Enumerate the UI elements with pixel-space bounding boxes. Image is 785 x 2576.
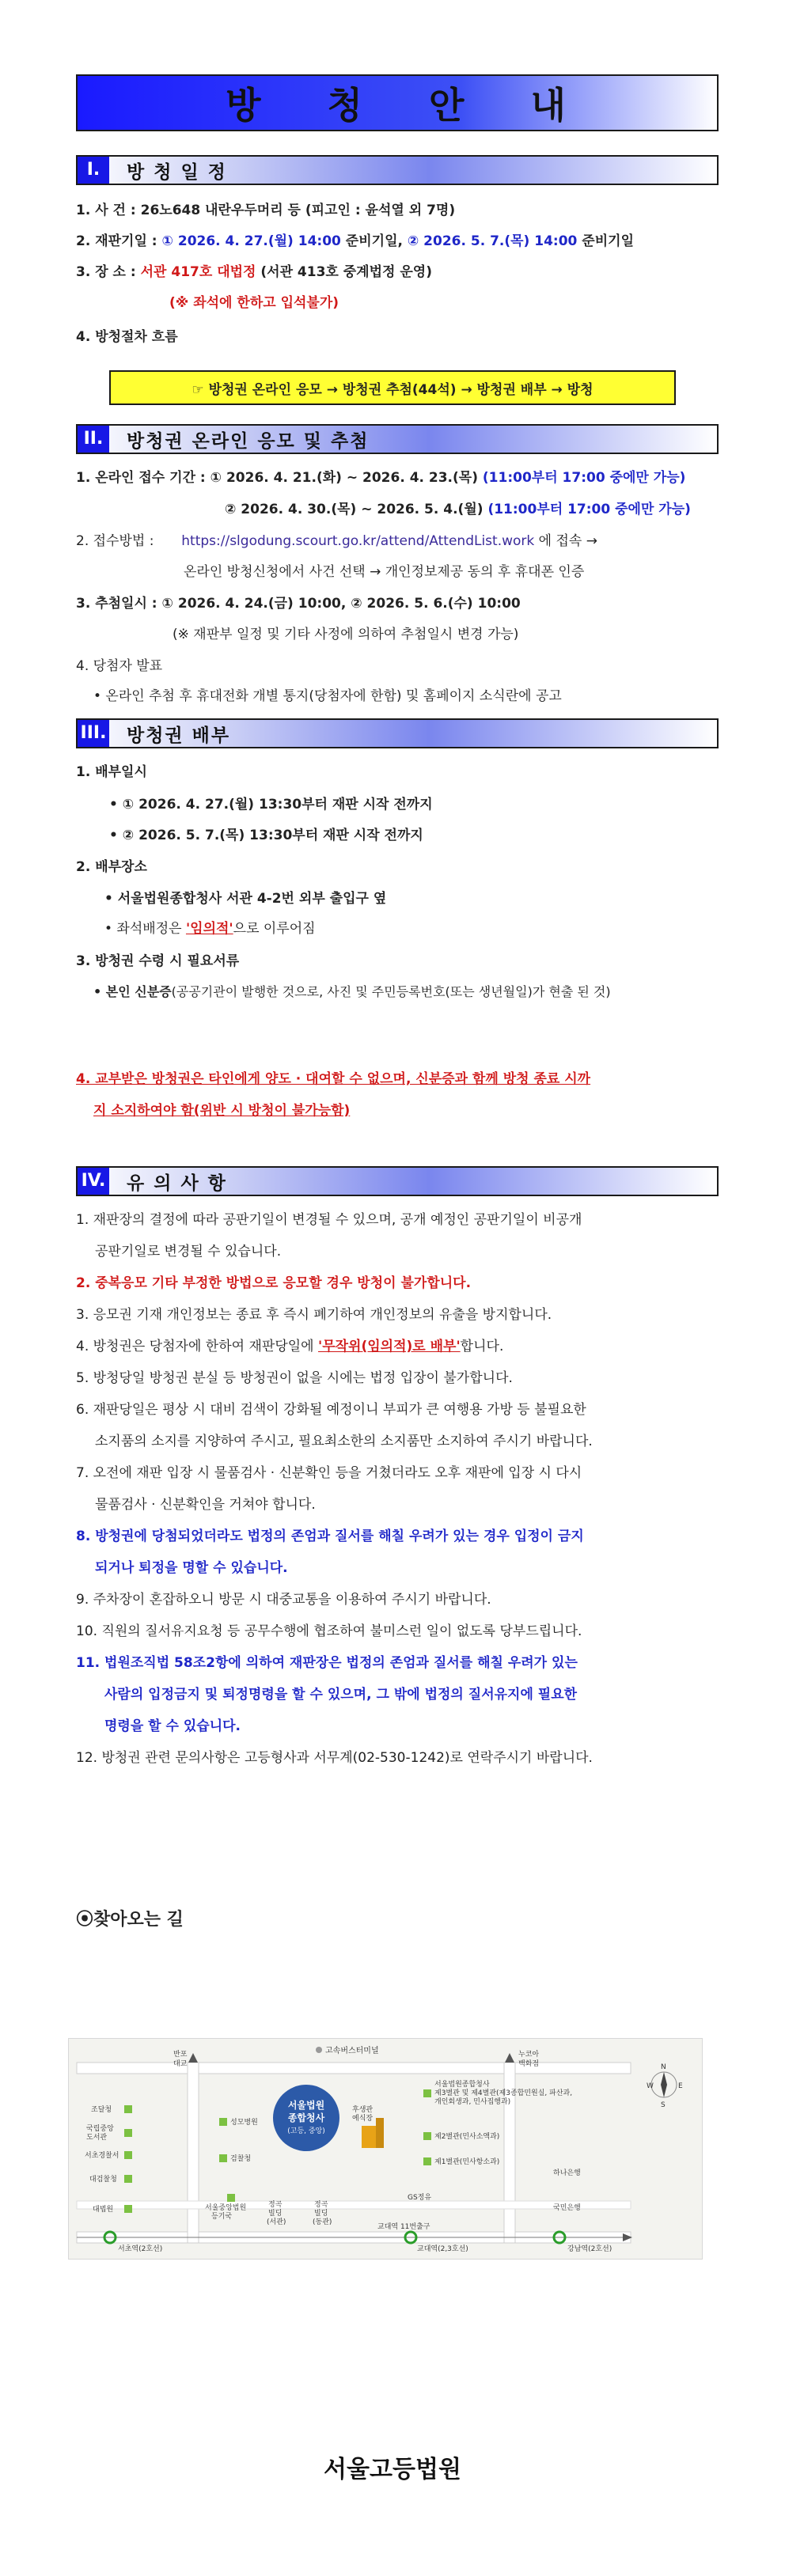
caution-item: 10. 직원의 질서유지요청 등 공무수행에 협조하여 불미스런 일이 없도록 당부드립니다. — [76, 1623, 582, 1639]
winner-notice-value: • 온라인 추첨 후 휴대전화 개별 통지(당첨자에 한함) 및 홈페이지 소식란에 공고 — [93, 688, 562, 704]
section-header-distribution — [76, 718, 719, 748]
map-place-labels — [85, 2079, 612, 2253]
map-banpo-label: 반포 — [173, 2051, 188, 2059]
svg-text:제3별관 및 제4별관(제3종합민원실, 파산과,: 제3별관 및 제4별관(제3종합민원실, 파산과, — [434, 2089, 573, 2097]
caution-emphasis: '무작위(임의적)로 배부' — [318, 1339, 461, 1354]
svg-text:대검찰청: 대검찰청 — [89, 2176, 117, 2184]
svg-text:N: N — [661, 2063, 666, 2071]
map-center-label: (고등, 중앙) — [287, 2127, 325, 2135]
seat-line — [104, 919, 316, 938]
svg-text:후생관: 후생관 — [352, 2106, 374, 2114]
place-line — [76, 263, 432, 282]
caution-item: 되거나 퇴정을 명할 수 있습니다. — [95, 1560, 288, 1576]
seat-suffix: 으로 이루어짐 — [233, 921, 316, 937]
section-header-schedule — [76, 155, 719, 185]
place-suffix: (서관 413호 중계법정 운영) — [260, 264, 432, 280]
svg-text:빌딩: 빌딩 — [314, 2210, 328, 2218]
winner-notice-label: 4. 당첨자 발표 — [76, 658, 163, 674]
docs-value: (공공기관이 발행한 것으로, 사진 및 주민등록번호(또는 생년월일)가 현출 된 것) — [171, 984, 611, 999]
svg-text:서울중앙법원: 서울중앙법원 — [205, 2204, 247, 2212]
apply-period-line-2 — [225, 500, 691, 519]
procedure-flow-text: ☞ 방청권 온라인 응모 → 방청권 추첨(44석) → 방청권 배부 → 방청 — [192, 381, 593, 398]
svg-text:조달청: 조달청 — [91, 2106, 112, 2114]
process-label: 4. 방청절차 흐름 — [76, 329, 178, 345]
trial-date-2: ② 2026. 5. 7.(목) 14:00 — [407, 233, 578, 249]
trial-date-label: 2. 재판기일 : — [76, 233, 157, 249]
map-terminal-label: 고속버스터미널 — [325, 2047, 379, 2055]
caution-item: 물품검사 · 신분확인을 거쳐야 합니다. — [95, 1497, 316, 1513]
place-label: 3. 장 소 : — [76, 264, 136, 280]
apply-period-2-note: (11:00부터 17:00 중에만 가능) — [487, 502, 691, 517]
dist-place-value: • 서울법원종합청사 서관 4-2번 외부 출입구 옆 — [104, 891, 387, 907]
directions-heading: ⦿찾아오는 길 — [76, 1910, 184, 1930]
svg-text:등기국: 등기국 — [211, 2213, 233, 2221]
svg-text:제2별관(민사소액과): 제2별관(민사소액과) — [434, 2133, 500, 2141]
caution-text: 4. 방청권은 당첨자에 한하여 재판당일에 — [76, 1339, 318, 1354]
method-label: 2. 접수방법 : — [76, 533, 154, 549]
caution-item: 11. 법원조직법 58조2항에 의하여 재판장은 법정의 존엄과 질서를 해칠 우려가 있는 — [76, 1655, 578, 1671]
terminal-icon — [316, 2047, 322, 2053]
compass-icon — [647, 2063, 683, 2109]
attend-url-link[interactable]: https://slgodung.scourt.go.kr/attend/AttendList.work — [181, 533, 535, 549]
case-label: 1. 사 건 : — [76, 203, 136, 218]
svg-text:(서관): (서관) — [267, 2218, 286, 2226]
svg-text:강남역(2호선): 강남역(2호선) — [567, 2245, 612, 2253]
trial-date-1: ① 2026. 4. 27.(월) 14:00 — [161, 233, 341, 249]
svg-text:교대역 11번출구: 교대역 11번출구 — [377, 2223, 430, 2231]
caution-item: 8. 방청권에 당첨되었더라도 법정의 존엄과 질서를 해칠 우려가 있는 경우 입정이 금지 — [76, 1529, 584, 1544]
road-top — [77, 2063, 631, 2074]
section-label: 방 청 일 정 — [127, 161, 227, 183]
caution-item — [76, 1337, 503, 1356]
seat-prefix: • 좌석배정은 — [104, 921, 186, 937]
section-header-cautions — [76, 1166, 719, 1196]
draw-line — [76, 594, 521, 613]
caution-item: 6. 재판당일은 평상 시 대비 검색이 강화될 예정이니 부피가 큰 여행용 가방 등 불필요한 — [76, 1402, 586, 1418]
svg-text:정곡: 정곡 — [268, 2201, 283, 2209]
road-arrow-nuko — [505, 2053, 514, 2063]
case-value: 26노648 내란우두머리 등 (피고인 : 윤석열 외 7명) — [140, 203, 456, 218]
caution-text: 합니다. — [460, 1339, 504, 1354]
svg-text:W: W — [647, 2082, 654, 2090]
page-title: 방 청 안 내 — [226, 84, 593, 127]
svg-text:빌딩: 빌딩 — [268, 2210, 283, 2218]
section-label: 유 의 사 항 — [127, 1172, 227, 1194]
svg-text:정곡: 정곡 — [314, 2201, 328, 2209]
section-header-online-apply — [76, 424, 719, 454]
caution-item: 3. 응모권 기재 개인정보는 종료 후 즉시 폐기하여 개인정보의 유출을 방지합니다. — [76, 1307, 552, 1323]
svg-text:예식장: 예식장 — [352, 2115, 374, 2123]
road-arrow-banpo — [188, 2053, 198, 2063]
svg-text:국립중앙: 국립중앙 — [86, 2125, 114, 2133]
section-number: IV. — [78, 1168, 109, 1195]
docs-line — [93, 983, 611, 1002]
dist-date-2: • ② 2026. 5. 7.(목) 13:30부터 재판 시작 전까지 — [109, 828, 423, 843]
svg-text:서울법원종합청사: 서울법원종합청사 — [434, 2081, 490, 2089]
section-number: III. — [78, 720, 109, 747]
svg-text:도서관: 도서관 — [86, 2134, 108, 2142]
road-banpo — [188, 2063, 199, 2243]
apply-period-1-note: (11:00부터 17:00 중에만 가능) — [482, 470, 686, 486]
location-map — [68, 2038, 703, 2260]
caution-item: 7. 오전에 재판 입장 시 물품검사 · 신분확인 등을 거쳤더라도 오후 재판에 입장 시 다시 — [76, 1465, 582, 1481]
apply-period-line-1 — [76, 468, 685, 487]
court-building-icon — [362, 2126, 376, 2148]
map-banpo-label: 대교 — [173, 2060, 188, 2068]
procedure-flow-box — [109, 370, 676, 405]
svg-text:E: E — [678, 2082, 683, 2090]
docs-label: 3. 방청권 수령 시 필요서류 — [76, 953, 240, 969]
court-name-footer: 서울고등법원 — [324, 2456, 461, 2483]
draw-label: 3. 추첨일시 : — [76, 596, 157, 612]
method-suffix: 에 접속 → — [538, 533, 597, 549]
place-note: (※ 좌석에 한하고 입석불가) — [169, 295, 339, 311]
svg-text:개인회생과, 민사집행과): 개인회생과, 민사집행과) — [434, 2098, 511, 2106]
method-line-2: 온라인 방청신청에서 사건 선택 → 개인정보제공 동의 후 휴대폰 인증 — [184, 564, 585, 580]
svg-text:서초경찰서: 서초경찰서 — [85, 2152, 119, 2160]
svg-text:교대역(2,3호선): 교대역(2,3호선) — [417, 2245, 468, 2253]
trial-date-1-suffix: 준비기일, — [345, 233, 403, 249]
caution-item: 9. 주차장이 혼잡하오니 방문 시 대중교통을 이용하여 주시기 바랍니다. — [76, 1592, 491, 1608]
seat-emphasis: '임의적' — [185, 921, 233, 937]
apply-period-label: 1. 온라인 접수 기간 : — [76, 470, 206, 486]
svg-text:서초역(2호선): 서초역(2호선) — [118, 2245, 163, 2253]
caution-item: 명령을 할 수 있습니다. — [104, 1718, 241, 1734]
svg-text:검찰청: 검찰청 — [230, 2155, 252, 2163]
map-nuko-label: 누코아 — [518, 2051, 540, 2059]
svg-text:하나은행: 하나은행 — [553, 2169, 581, 2177]
caution-item: 12. 방청권 관련 문의사항은 고등형사과 서무계(02-530-1242)로 연락주시기 바랍니다. — [76, 1750, 593, 1766]
section-label: 방청권 배부 — [127, 725, 231, 746]
caution-item: 1. 재판장의 결정에 따라 공판기일이 변경될 수 있으며, 공개 예정인 공판기일이 비공개 — [76, 1212, 582, 1228]
section-label: 방청권 온라인 응모 및 추첨 — [127, 430, 370, 452]
apply-period-1: ① 2026. 4. 21.(화) ~ 2026. 4. 23.(목) — [210, 470, 478, 486]
svg-text:GS정유: GS정유 — [408, 2194, 432, 2202]
section-number: I. — [78, 157, 109, 184]
section-number: II. — [78, 426, 109, 453]
road-middle — [77, 2201, 631, 2209]
dist-date-1: • ① 2026. 4. 27.(월) 13:30부터 재판 시작 전까지 — [109, 797, 433, 813]
caution-item: 사람의 입정금지 및 퇴정명령을 할 수 있으며, 그 밖에 법정의 질서유지에 필요한 — [104, 1687, 578, 1703]
map-graphic — [69, 2039, 702, 2259]
apply-period-2: ② 2026. 4. 30.(목) ~ 2026. 5. 4.(월) — [225, 502, 484, 517]
svg-text:제1별관(민사항소과): 제1별관(민사항소과) — [434, 2158, 500, 2166]
trial-date-line — [76, 232, 634, 251]
svg-text:S: S — [661, 2101, 666, 2109]
map-center-label: 서울법원 — [287, 2100, 325, 2111]
caution-item: 5. 방청당일 방청권 분실 등 방청권이 없을 시에는 법정 입장이 불가합니다. — [76, 1370, 513, 1386]
map-center-label: 종합청사 — [287, 2112, 325, 2123]
svg-text:대법원: 대법원 — [93, 2206, 114, 2214]
dist-place-label: 2. 배부장소 — [76, 859, 147, 875]
draw-value: ① 2026. 4. 24.(금) 10:00, ② 2026. 5. 6.(수) 10:00 — [161, 596, 521, 612]
caution-item: 2. 중복응모 기타 부정한 방법으로 응모할 경우 방청이 불가합니다. — [76, 1275, 472, 1291]
caution-item: 소지품의 소지를 지양하여 주시고, 필요최소한의 소지품만 소지하여 주시기 바랍니다. — [95, 1434, 593, 1449]
place-value: 서관 417호 대법정 — [140, 264, 256, 280]
svg-text:(동관): (동관) — [313, 2218, 332, 2226]
court-building-icon — [376, 2118, 384, 2148]
method-line — [76, 532, 597, 551]
trial-date-2-suffix: 준비기일 — [582, 233, 634, 249]
page-title-bar — [76, 74, 719, 131]
caution-item: 공판기일로 변경될 수 있습니다. — [95, 1244, 282, 1260]
transfer-warning-line-2: 지 소지하여야 함(위반 시 방청이 불가능함) — [93, 1103, 351, 1119]
case-line — [76, 201, 455, 220]
svg-text:성모병원: 성모병원 — [230, 2119, 258, 2127]
docs-prefix: • 본인 신분증 — [93, 984, 172, 999]
svg-text:국민은행: 국민은행 — [553, 2204, 581, 2212]
draw-note: (※ 재판부 일정 및 기타 사정에 의하여 추첨일시 변경 가능) — [173, 627, 519, 642]
map-nuko-label: 백화점 — [518, 2060, 540, 2068]
dist-date-label: 1. 배부일시 — [76, 764, 147, 780]
transfer-warning-line-1: 4. 교부받은 방청권은 타인에게 양도 · 대여할 수 없으며, 신분증과 함께 방청 종료 시까 — [76, 1071, 591, 1087]
